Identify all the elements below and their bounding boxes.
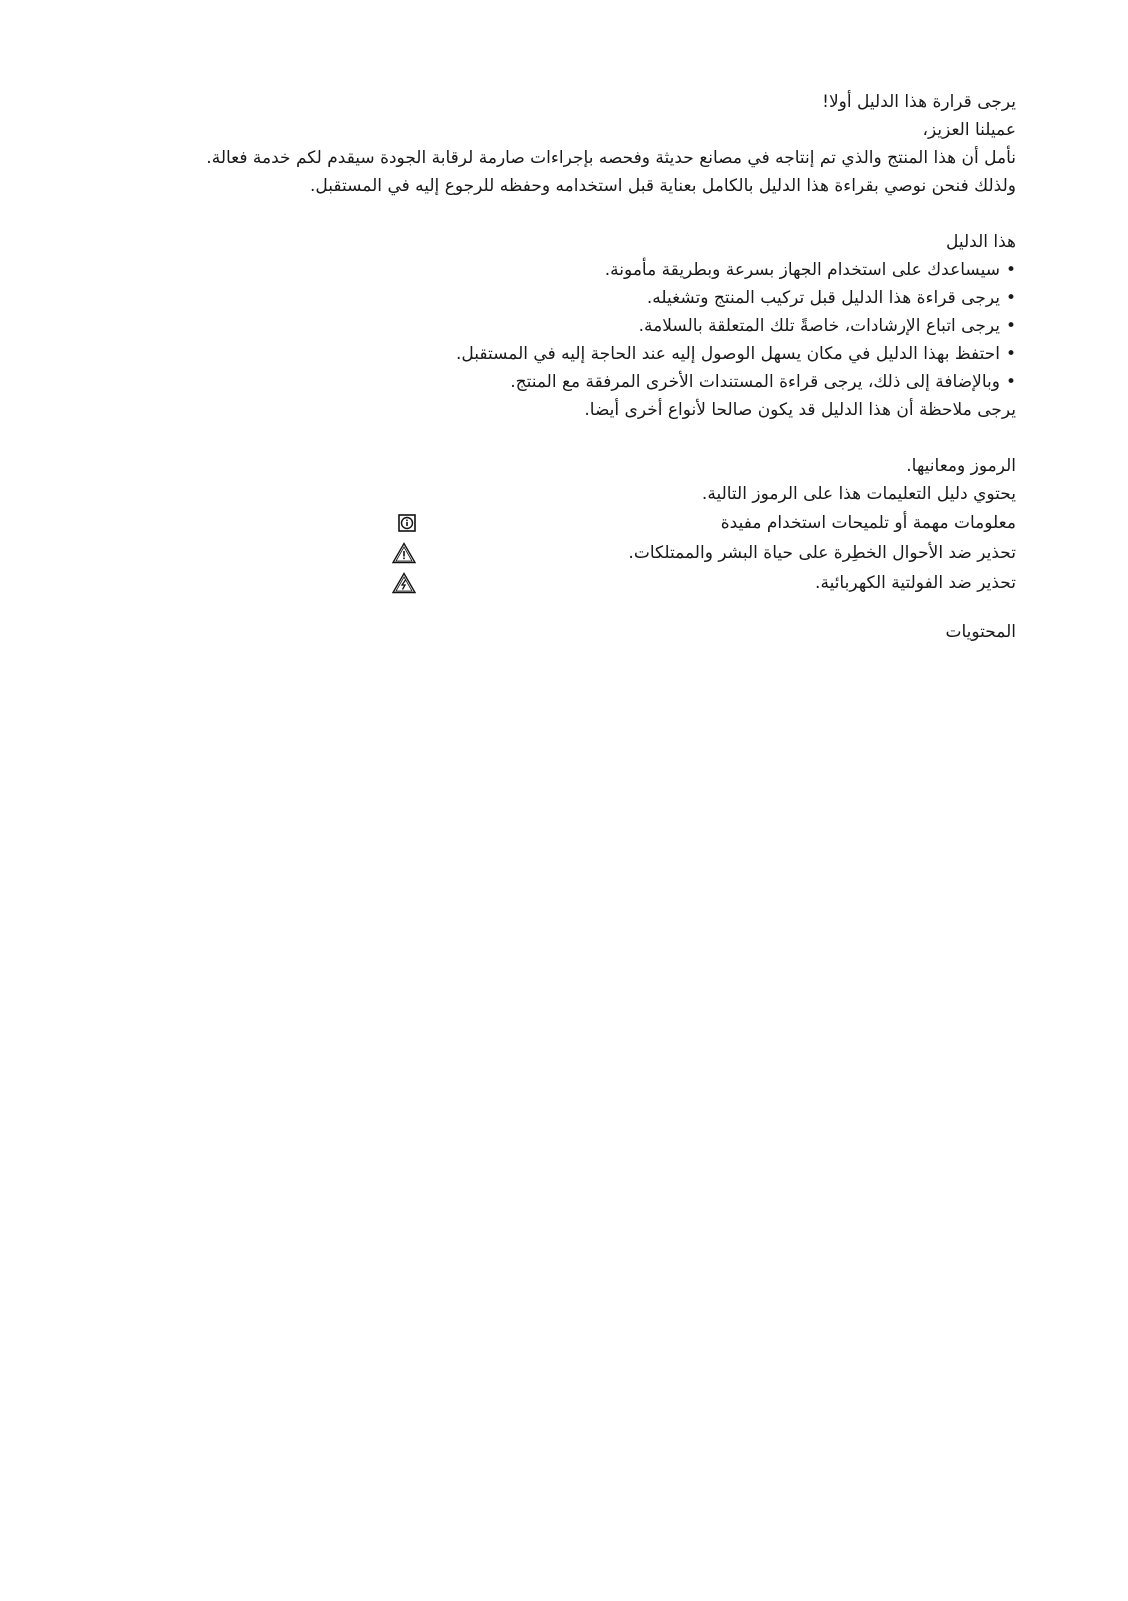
intro-paragraph-line-1: نأمل أن هذا المنتج والذي تم إنتاجه في مصانع حديثة وفحصه بإجراءات صارمة لرقابة الجودة سيقدم لكم خدمة فعالة. (206, 148, 1016, 168)
symbols-intro: يحتوي دليل التعليمات هذا على الرموز التالية. (701, 484, 1016, 504)
list-item-text: سيساعدك على استخدام الجهاز بسرعة وبطريقة مأمونة. (604, 260, 1000, 280)
intro-body (121, 116, 1016, 200)
intro-paragraph-line-2: ولذلك فنحن نوصي بقراءة هذا الدليل بالكامل بعناية قبل استخدامه وحفظه للرجوع إليه في المستقبل. (310, 176, 1016, 196)
symbols-section (96, 452, 1016, 598)
warning-triangle-icon (376, 541, 416, 565)
spacer (96, 200, 1016, 228)
greeting: عميلنا العزيز، (922, 120, 1016, 140)
list-item (121, 312, 1016, 340)
list-item-text: احتفظ بهذا الدليل في مكان يسهل الوصول إليه عند الحاجة إليه في المستقبل. (455, 344, 1000, 364)
symbols-heading: الرموز ومعانيها. (906, 456, 1016, 476)
spacer (96, 598, 1016, 618)
list-item (121, 284, 1016, 312)
manual-note: يرجى ملاحظة أن هذا الدليل قد يكون صالحا لأنواع أخرى أيضا. (584, 400, 1016, 420)
symbol-text-info: معلومات مهمة أو تلميحات استخدام مفيدة (720, 513, 1016, 533)
list-item-text: يرجى اتباع الإرشادات، خاصةً تلك المتعلقة بالسلامة. (638, 316, 1000, 336)
manual-page (96, 88, 1016, 646)
bullet-icon: • (1005, 372, 1016, 392)
list-item (121, 256, 1016, 284)
info-icon (376, 511, 416, 535)
bullet-icon: • (1005, 344, 1016, 364)
intro-title: يرجى قرارة هذا الدليل أولا! (822, 92, 1016, 112)
symbol-row-info (121, 508, 1016, 538)
symbol-text-warning: تحذير ضد الأحوال الخطِرة على حياة البشر والممتلكات. (628, 543, 1016, 563)
electric-warning-icon (376, 571, 416, 595)
list-item-text: وبالإضافة إلى ذلك، يرجى قراءة المستندات الأخرى المرفقة مع المنتج. (510, 372, 1000, 392)
list-item-text: يرجى قراءة هذا الدليل قبل تركيب المنتج وتشغيله. (646, 288, 1000, 308)
list-note (121, 396, 1016, 424)
manual-heading: هذا الدليل (945, 232, 1016, 252)
bullet-icon: • (1005, 260, 1016, 280)
symbol-text-electric: تحذير ضد الفولتية الكهربائية. (815, 573, 1016, 593)
symbols-body (121, 480, 1016, 598)
bullet-icon: • (1005, 316, 1016, 336)
spacer (96, 424, 1016, 452)
manual-section (96, 228, 1016, 424)
contents-heading: المحتويات (945, 622, 1016, 642)
manual-bullet-list (121, 256, 1016, 424)
list-item (121, 340, 1016, 368)
bullet-icon: • (1005, 288, 1016, 308)
list-item (121, 368, 1016, 396)
intro-section (96, 88, 1016, 200)
symbol-row-electric (121, 568, 1016, 598)
contents-section (96, 618, 1016, 646)
symbol-row-warning (121, 538, 1016, 568)
